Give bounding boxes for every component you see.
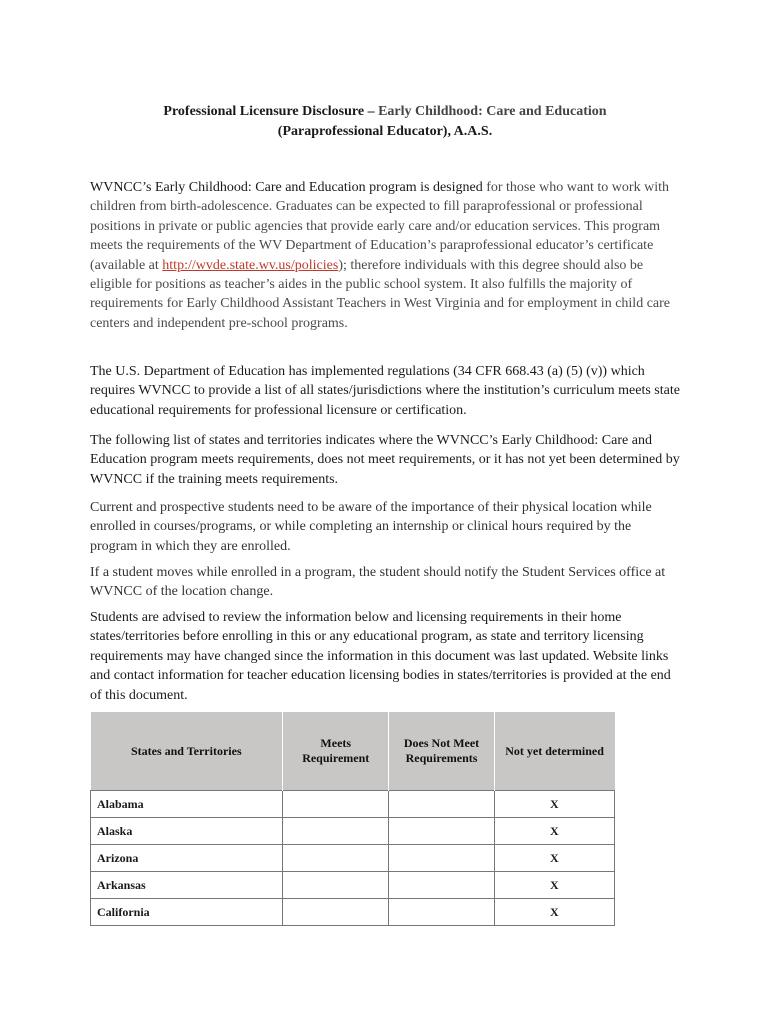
state-name: California	[91, 899, 283, 926]
location-notice-paragraph: Current and prospective students need to be aware of the importance of their physical location while enrolled in courses/programs, or while completing an internship or clinical hours required by the program in which they are enrolled.	[90, 500, 652, 554]
wvde-policies-link[interactable]: http://wvde.state.wv.us/policies	[162, 257, 339, 273]
state-name: Alabama	[91, 791, 283, 818]
does-not-meet-cell	[389, 845, 494, 872]
table-row	[91, 872, 615, 899]
does-not-meet-cell	[389, 791, 494, 818]
table-row	[91, 845, 615, 872]
not-determined-cell: X	[494, 791, 614, 818]
meets-cell	[283, 872, 389, 899]
table-header-row	[91, 712, 615, 791]
header-meets: Meets Requirement	[283, 712, 389, 791]
p1-body: for those who want to work with children from birth-adolescence. Graduates can be expected to fill paraprofessional or professional positions in private or public agencies that provide early care and/or education services. This program meets the requirements of the WV Department of Education’s paraprofessional educator’s certificate (available at	[90, 180, 669, 273]
title-line2: (Paraprofessional Educator), A.A.S.	[277, 123, 493, 139]
does-not-meet-cell	[389, 872, 494, 899]
p1-lead: WVNCC’s Early Childhood: Care and Education program is designed	[90, 180, 483, 195]
meets-cell	[283, 791, 389, 818]
state-name: Arkansas	[91, 872, 283, 899]
state-name: Alaska	[91, 818, 283, 845]
table-row	[91, 791, 615, 818]
meets-cell	[283, 899, 389, 926]
header-states: States and Territories	[91, 712, 283, 791]
page-title	[90, 102, 680, 141]
p1-tail: ); therefore individuals with this degree should also be eligible for positions as teacher’s aides in the public school system. It also fulfills the majority of requirements for Early Childhood Assistant Teachers in West Virginia and for employment in child care centers and independent pre-school programs.	[90, 257, 670, 331]
advisory-paragraph: Students are advised to review the information below and licensing requirements in their home states/territories before enrolling in this or any educational program, as state and territory licensing requirements may have changed since the information in this document was last updated. Website links and contact information for teacher education licensing bodies in states/territories is provided at the end of this document.	[90, 610, 671, 703]
licensure-states-table	[90, 712, 615, 926]
state-list-intro-paragraph: The following list of states and territories indicates where the WVNCC’s Early Childhood: Care and Education program meets requirements, does not meet requirements, or it has not yet been determined by WVNCC if the training meets requirements.	[90, 433, 680, 487]
header-not-determined: Not yet determined	[494, 712, 614, 791]
not-determined-cell: X	[494, 845, 614, 872]
move-notice-paragraph: If a student moves while enrolled in a program, the student should notify the Student Services office at WVNCC of the location change.	[90, 565, 666, 600]
program-description-paragraph	[90, 178, 682, 333]
state-name: Arizona	[91, 845, 283, 872]
table-row	[91, 818, 615, 845]
meets-cell	[283, 845, 389, 872]
title-line1-a: Professional Licensure Disclosure –	[163, 104, 379, 119]
regulation-paragraph: The U.S. Department of Education has implemented regulations (34 CFR 668.43 (a) (5) (v)) which requires WVNCC to provide a list of all states/jurisdictions where the institution’s curriculum meets state educational requirements for professional licensure or certification.	[90, 364, 680, 418]
does-not-meet-cell	[389, 899, 494, 926]
header-does-not-meet: Does Not Meet Requirements	[389, 712, 494, 791]
title-line1-b: Early Childhood: Care and Education	[378, 104, 607, 119]
does-not-meet-cell	[389, 818, 494, 845]
table-row	[91, 899, 615, 926]
not-determined-cell: X	[494, 872, 614, 899]
meets-cell	[283, 818, 389, 845]
not-determined-cell: X	[494, 899, 614, 926]
not-determined-cell: X	[494, 818, 614, 845]
